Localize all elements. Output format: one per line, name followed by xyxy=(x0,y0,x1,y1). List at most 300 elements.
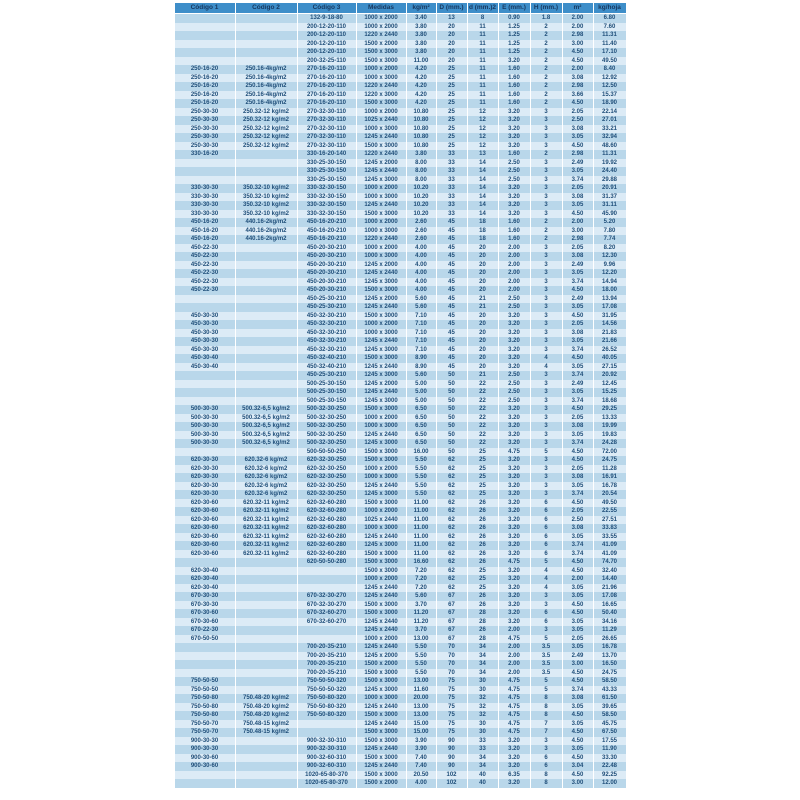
table-cell-kg-m2: 8.00 xyxy=(406,176,436,185)
table-cell-d-minus-mm: 20 xyxy=(467,346,498,355)
table-cell-codigo2: 440.16-2kg/m2 xyxy=(235,227,297,236)
table-cell-m2: 3.08 xyxy=(562,422,593,431)
table-cell-e-mm: 2.00 xyxy=(498,660,530,669)
table-cell-kg-m2: 3.90 xyxy=(406,737,436,746)
table-cell-m2: 3.05 xyxy=(562,720,593,729)
table-row xyxy=(174,23,626,32)
table-cell-m2: 4.50 xyxy=(562,567,593,576)
table-cell-codigo3: 450-32-40-210 xyxy=(297,354,356,363)
table-cell-kg-m2: 10.80 xyxy=(406,133,436,142)
table-cell-codigo1: 670-30-60 xyxy=(174,618,235,627)
table-cell-d-minus-mm: 20 xyxy=(467,252,498,261)
table-cell-e-mm: 3.20 xyxy=(498,116,530,125)
table-cell-h-mm: 3 xyxy=(530,422,562,431)
table-cell-codigo3: 132-9-18-80 xyxy=(297,14,356,23)
table-cell-d-mayus-mm: 50 xyxy=(436,371,467,380)
table-cell-medidas: 1500 x 3000 xyxy=(356,286,406,295)
table-cell-e-mm: 0.90 xyxy=(498,14,530,23)
table-cell-d-minus-mm: 26 xyxy=(467,524,498,533)
table-cell-codigo1: 450-16-20 xyxy=(174,218,235,227)
column-header-medidas: Medidas xyxy=(356,3,406,14)
table-cell-medidas: 1245 x 3000 xyxy=(356,278,406,287)
table-cell-kg-hoja: 12.20 xyxy=(593,269,626,278)
table-cell-d-mayus-mm: 50 xyxy=(436,448,467,457)
table-cell-codigo1: 620-30-60 xyxy=(174,516,235,525)
table-cell-d-mayus-mm: 20 xyxy=(436,40,467,49)
table-row xyxy=(174,720,626,729)
table-cell-e-mm: 4.75 xyxy=(498,703,530,712)
table-cell-kg-m2: 5.50 xyxy=(406,473,436,482)
table-cell-codigo2: 500.32-6,5 kg/m2 xyxy=(235,431,297,440)
table-cell-codigo2 xyxy=(235,320,297,329)
table-cell-m2: 4.50 xyxy=(562,558,593,567)
table-cell-codigo1 xyxy=(174,48,235,57)
table-cell-codigo1 xyxy=(174,176,235,185)
table-cell-codigo2 xyxy=(235,737,297,746)
table-cell-d-mayus-mm: 25 xyxy=(436,108,467,117)
table-cell-e-mm: 3.20 xyxy=(498,516,530,525)
table-row xyxy=(174,482,626,491)
table-row xyxy=(174,371,626,380)
table-cell-codigo2 xyxy=(235,677,297,686)
table-cell-d-minus-mm: 13 xyxy=(467,150,498,159)
table-cell-codigo2 xyxy=(235,397,297,406)
table-cell-kg-hoja: 61.50 xyxy=(593,694,626,703)
table-row xyxy=(174,150,626,159)
table-cell-h-mm: 4 xyxy=(530,567,562,576)
table-cell-codigo2: 750.48-20 kg/m2 xyxy=(235,711,297,720)
table-cell-codigo1: 620-30-60 xyxy=(174,550,235,559)
table-row xyxy=(174,618,626,627)
table-cell-kg-m2: 11.00 xyxy=(406,507,436,516)
table-cell-m2: 3.05 xyxy=(562,618,593,627)
table-cell-d-minus-mm: 20 xyxy=(467,286,498,295)
table-cell-d-minus-mm: 20 xyxy=(467,337,498,346)
table-cell-codigo1: 250-30-30 xyxy=(174,142,235,151)
table-cell-medidas: 1000 x 2000 xyxy=(356,414,406,423)
table-row xyxy=(174,320,626,329)
table-cell-codigo3: 270-32-30-110 xyxy=(297,116,356,125)
table-cell-medidas: 1500 x 3000 xyxy=(356,771,406,780)
table-cell-e-mm: 4.75 xyxy=(498,711,530,720)
table-cell-kg-hoja: 43.33 xyxy=(593,686,626,695)
table-cell-codigo1: 250-30-30 xyxy=(174,133,235,142)
table-cell-d-mayus-mm: 45 xyxy=(436,252,467,261)
table-cell-e-mm: 1.25 xyxy=(498,40,530,49)
table-cell-e-mm: 3.20 xyxy=(498,473,530,482)
table-cell-kg-hoja: 24.40 xyxy=(593,167,626,176)
table-cell-medidas: 1000 x 2000 xyxy=(356,575,406,584)
table-row xyxy=(174,737,626,746)
table-cell-h-mm: 3 xyxy=(530,125,562,134)
table-row xyxy=(174,465,626,474)
table-cell-medidas: 1245 x 2440 xyxy=(356,133,406,142)
table-cell-medidas: 1500 x 3000 xyxy=(356,677,406,686)
table-cell-medidas: 1025 x 2440 xyxy=(356,116,406,125)
table-cell-codigo1 xyxy=(174,652,235,661)
table-cell-codigo2 xyxy=(235,609,297,618)
table-cell-kg-hoja: 92.25 xyxy=(593,771,626,780)
table-row xyxy=(174,269,626,278)
table-cell-d-minus-mm: 14 xyxy=(467,176,498,185)
table-cell-h-mm: 3 xyxy=(530,439,562,448)
table-cell-m2: 3.05 xyxy=(562,643,593,652)
table-cell-kg-m2: 5.50 xyxy=(406,669,436,678)
table-cell-d-minus-mm: 20 xyxy=(467,278,498,287)
table-cell-medidas: 1500 x 3000 xyxy=(356,754,406,763)
table-cell-kg-m2: 16.60 xyxy=(406,558,436,567)
table-cell-medidas: 1245 x 2000 xyxy=(356,261,406,270)
table-cell-d-mayus-mm: 67 xyxy=(436,635,467,644)
table-cell-codigo3: 450-16-20-210 xyxy=(297,218,356,227)
table-cell-codigo3 xyxy=(297,567,356,576)
table-cell-d-minus-mm: 18 xyxy=(467,227,498,236)
table-row xyxy=(174,584,626,593)
table-cell-h-mm: 3 xyxy=(530,278,562,287)
table-cell-kg-hoja: 16.78 xyxy=(593,482,626,491)
table-cell-m2: 3.05 xyxy=(562,167,593,176)
table-cell-e-mm: 3.20 xyxy=(498,363,530,372)
table-cell-kg-hoja: 50.40 xyxy=(593,609,626,618)
table-cell-d-mayus-mm: 33 xyxy=(436,176,467,185)
table-cell-e-mm: 3.20 xyxy=(498,329,530,338)
table-row xyxy=(174,346,626,355)
table-cell-codigo1: 450-30-30 xyxy=(174,312,235,321)
table-cell-d-minus-mm: 20 xyxy=(467,244,498,253)
table-row xyxy=(174,388,626,397)
table-cell-d-minus-mm: 18 xyxy=(467,235,498,244)
table-cell-codigo3: 670-32-60-270 xyxy=(297,609,356,618)
table-cell-kg-m2: 4.20 xyxy=(406,82,436,91)
table-cell-d-mayus-mm: 75 xyxy=(436,694,467,703)
table-cell-kg-hoja: 13.94 xyxy=(593,295,626,304)
table-cell-kg-hoja: 67.50 xyxy=(593,728,626,737)
table-cell-codigo3: 330-25-30-150 xyxy=(297,167,356,176)
table-cell-e-mm: 2.50 xyxy=(498,159,530,168)
table-cell-m2: 3.08 xyxy=(562,329,593,338)
table-row xyxy=(174,176,626,185)
table-cell-d-minus-mm: 22 xyxy=(467,380,498,389)
table-cell-codigo1: 900-30-60 xyxy=(174,754,235,763)
table-cell-codigo1: 750-50-50 xyxy=(174,686,235,695)
table-cell-d-minus-mm: 28 xyxy=(467,618,498,627)
table-cell-h-mm: 2 xyxy=(530,74,562,83)
table-row xyxy=(174,397,626,406)
table-cell-codigo3: 900-32-30-310 xyxy=(297,737,356,746)
table-cell-codigo2 xyxy=(235,771,297,780)
table-cell-h-mm: 1.8 xyxy=(530,14,562,23)
table-cell-medidas: 1500 x 3000 xyxy=(356,448,406,457)
table-cell-kg-m2: 5.00 xyxy=(406,380,436,389)
table-cell-d-mayus-mm: 67 xyxy=(436,609,467,618)
table-cell-codigo3: 750-50-50-320 xyxy=(297,686,356,695)
table-cell-codigo1: 450-30-30 xyxy=(174,320,235,329)
table-cell-codigo2 xyxy=(235,269,297,278)
table-row xyxy=(174,14,626,23)
table-cell-d-minus-mm: 20 xyxy=(467,354,498,363)
table-cell-e-mm: 3.20 xyxy=(498,737,530,746)
table-row xyxy=(174,159,626,168)
table-cell-codigo2 xyxy=(235,626,297,635)
table-cell-kg-m2: 20.50 xyxy=(406,771,436,780)
table-cell-d-mayus-mm: 20 xyxy=(436,23,467,32)
table-cell-kg-m2: 3.90 xyxy=(406,745,436,754)
table-cell-kg-hoja: 48.60 xyxy=(593,142,626,151)
table-cell-codigo3: 450-16-20-210 xyxy=(297,235,356,244)
table-cell-codigo2: 250.16-4kg/m2 xyxy=(235,82,297,91)
table-cell-h-mm: 3 xyxy=(530,133,562,142)
table-cell-medidas: 1245 x 2440 xyxy=(356,533,406,542)
table-cell-codigo1 xyxy=(174,660,235,669)
table-cell-medidas: 1220 x 2440 xyxy=(356,150,406,159)
table-cell-codigo3: 500-50-50-250 xyxy=(297,448,356,457)
table-row xyxy=(174,31,626,40)
table-cell-codigo3: 450-20-30-210 xyxy=(297,286,356,295)
table-cell-m2: 4.50 xyxy=(562,677,593,686)
table-cell-d-mayus-mm: 102 xyxy=(436,779,467,788)
table-cell-m2: 4.50 xyxy=(562,99,593,108)
table-cell-codigo2 xyxy=(235,762,297,771)
table-cell-d-mayus-mm: 75 xyxy=(436,711,467,720)
table-cell-codigo1: 620-30-60 xyxy=(174,541,235,550)
table-cell-kg-m2: 6.50 xyxy=(406,405,436,414)
table-cell-kg-hoja: 49.50 xyxy=(593,57,626,66)
table-cell-d-minus-mm: 22 xyxy=(467,388,498,397)
table-cell-d-mayus-mm: 75 xyxy=(436,686,467,695)
table-cell-h-mm: 2 xyxy=(530,40,562,49)
table-cell-codigo2 xyxy=(235,23,297,32)
table-cell-d-minus-mm: 26 xyxy=(467,601,498,610)
table-row xyxy=(174,711,626,720)
table-cell-kg-m2: 4.20 xyxy=(406,91,436,100)
table-row xyxy=(174,210,626,219)
table-cell-codigo3 xyxy=(297,728,356,737)
table-cell-codigo1: 620-30-30 xyxy=(174,465,235,474)
table-cell-e-mm: 3.20 xyxy=(498,346,530,355)
table-cell-codigo1 xyxy=(174,397,235,406)
table-cell-kg-hoja: 14.40 xyxy=(593,575,626,584)
table-cell-d-mayus-mm: 62 xyxy=(436,456,467,465)
table-cell-codigo2: 250.16-4kg/m2 xyxy=(235,65,297,74)
table-cell-codigo3: 670-32-30-270 xyxy=(297,601,356,610)
table-cell-codigo1: 250-30-30 xyxy=(174,125,235,134)
table-cell-e-mm: 3.20 xyxy=(498,592,530,601)
table-cell-h-mm: 3 xyxy=(530,201,562,210)
table-cell-kg-m2: 7.20 xyxy=(406,567,436,576)
table-row xyxy=(174,227,626,236)
table-cell-codigo1: 250-16-20 xyxy=(174,74,235,83)
table-cell-m2: 4.50 xyxy=(562,286,593,295)
table-cell-kg-m2: 11.20 xyxy=(406,618,436,627)
table-cell-codigo2: 250.16-4kg/m2 xyxy=(235,74,297,83)
table-cell-codigo3: 620-32-30-250 xyxy=(297,465,356,474)
table-cell-e-mm: 3.20 xyxy=(498,320,530,329)
table-row xyxy=(174,303,626,312)
table-cell-medidas: 1000 x 2000 xyxy=(356,320,406,329)
table-cell-medidas: 1245 x 2440 xyxy=(356,584,406,593)
table-cell-h-mm: 3 xyxy=(530,116,562,125)
table-cell-kg-m2: 8.00 xyxy=(406,167,436,176)
table-cell-codigo2 xyxy=(235,779,297,788)
table-cell-codigo3: 900-32-30-310 xyxy=(297,745,356,754)
table-cell-d-minus-mm: 14 xyxy=(467,159,498,168)
table-cell-d-mayus-mm: 62 xyxy=(436,473,467,482)
table-cell-h-mm: 5 xyxy=(530,448,562,457)
table-cell-kg-m2: 6.50 xyxy=(406,414,436,423)
table-cell-e-mm: 3.20 xyxy=(498,550,530,559)
table-cell-m2: 2.98 xyxy=(562,150,593,159)
table-cell-kg-hoja: 33.21 xyxy=(593,125,626,134)
table-cell-codigo1: 620-30-40 xyxy=(174,584,235,593)
table-cell-d-minus-mm: 11 xyxy=(467,91,498,100)
table-cell-codigo1: 750-50-80 xyxy=(174,694,235,703)
table-cell-d-mayus-mm: 33 xyxy=(436,159,467,168)
table-cell-codigo3: 450-25-30-210 xyxy=(297,371,356,380)
table-cell-d-mayus-mm: 50 xyxy=(436,380,467,389)
table-cell-d-mayus-mm: 20 xyxy=(436,57,467,66)
table-cell-codigo3: 450-20-30-210 xyxy=(297,244,356,253)
table-cell-d-minus-mm: 12 xyxy=(467,142,498,151)
table-cell-d-mayus-mm: 62 xyxy=(436,507,467,516)
table-cell-d-mayus-mm: 45 xyxy=(436,329,467,338)
table-cell-e-mm: 4.75 xyxy=(498,635,530,644)
table-cell-h-mm: 3.5 xyxy=(530,643,562,652)
table-cell-kg-m2: 10.80 xyxy=(406,142,436,151)
table-cell-kg-m2: 7.10 xyxy=(406,320,436,329)
table-cell-codigo1: 330-30-30 xyxy=(174,193,235,202)
table-cell-codigo2 xyxy=(235,244,297,253)
table-cell-m2: 3.08 xyxy=(562,694,593,703)
table-cell-kg-hoja: 16.65 xyxy=(593,601,626,610)
table-row xyxy=(174,490,626,499)
table-cell-medidas: 1000 x 3000 xyxy=(356,227,406,236)
table-cell-codigo3: 620-32-60-280 xyxy=(297,516,356,525)
table-cell-d-minus-mm: 12 xyxy=(467,116,498,125)
table-cell-m2: 2.50 xyxy=(562,116,593,125)
table-cell-d-mayus-mm: 50 xyxy=(436,439,467,448)
table-row xyxy=(174,524,626,533)
table-cell-codigo3: 700-20-35-210 xyxy=(297,643,356,652)
table-cell-d-mayus-mm: 62 xyxy=(436,516,467,525)
table-cell-kg-hoja: 11.90 xyxy=(593,745,626,754)
table-cell-d-mayus-mm: 50 xyxy=(436,431,467,440)
table-cell-codigo2: 620.32-11 kg/m2 xyxy=(235,533,297,542)
table-cell-codigo1: 450-22-30 xyxy=(174,269,235,278)
table-cell-kg-hoja: 45.90 xyxy=(593,210,626,219)
table-cell-d-minus-mm: 26 xyxy=(467,550,498,559)
table-row xyxy=(174,779,626,788)
table-cell-e-mm: 1.25 xyxy=(498,23,530,32)
table-cell-m2: 2.00 xyxy=(562,65,593,74)
table-cell-codigo3: 200-12-20-110 xyxy=(297,48,356,57)
table-cell-d-minus-mm: 32 xyxy=(467,703,498,712)
table-cell-codigo2 xyxy=(235,592,297,601)
table-cell-medidas: 1220 x 2440 xyxy=(356,235,406,244)
table-cell-m2: 3.74 xyxy=(562,439,593,448)
table-cell-d-mayus-mm: 33 xyxy=(436,201,467,210)
table-cell-d-minus-mm: 22 xyxy=(467,422,498,431)
table-cell-e-mm: 4.75 xyxy=(498,686,530,695)
table-cell-codigo3: 450-32-30-210 xyxy=(297,312,356,321)
table-cell-codigo3: 620-32-60-280 xyxy=(297,524,356,533)
table-cell-codigo2: 620.32-11 kg/m2 xyxy=(235,550,297,559)
table-cell-codigo2 xyxy=(235,48,297,57)
table-row xyxy=(174,312,626,321)
table-cell-h-mm: 6 xyxy=(530,524,562,533)
table-cell-d-minus-mm: 22 xyxy=(467,439,498,448)
table-cell-medidas: 1000 x 3000 xyxy=(356,694,406,703)
table-cell-codigo2: 250.32-12 kg/m2 xyxy=(235,142,297,151)
table-cell-m2: 4.50 xyxy=(562,142,593,151)
table-cell-e-mm: 1.60 xyxy=(498,65,530,74)
table-cell-codigo1: 450-22-30 xyxy=(174,261,235,270)
table-row xyxy=(174,218,626,227)
table-cell-e-mm: 3.20 xyxy=(498,499,530,508)
table-row xyxy=(174,694,626,703)
table-cell-d-minus-mm: 40 xyxy=(467,779,498,788)
table-cell-medidas: 1000 x 3000 xyxy=(356,125,406,134)
table-cell-codigo1 xyxy=(174,380,235,389)
table-cell-codigo1: 900-30-30 xyxy=(174,745,235,754)
table-cell-codigo2 xyxy=(235,295,297,304)
table-cell-e-mm: 3.20 xyxy=(498,533,530,542)
table-cell-codigo1: 500-30-30 xyxy=(174,431,235,440)
table-cell-medidas: 1025 x 2440 xyxy=(356,516,406,525)
table-cell-h-mm: 2 xyxy=(530,99,562,108)
table-row xyxy=(174,677,626,686)
table-cell-e-mm: 2.50 xyxy=(498,295,530,304)
table-cell-medidas: 1500 x 3000 xyxy=(356,550,406,559)
table-cell-medidas: 1500 x 3000 xyxy=(356,354,406,363)
table-cell-d-mayus-mm: 25 xyxy=(436,91,467,100)
table-cell-d-minus-mm: 21 xyxy=(467,303,498,312)
table-cell-medidas: 1000 x 2000 xyxy=(356,507,406,516)
table-cell-d-minus-mm: 34 xyxy=(467,754,498,763)
table-cell-d-minus-mm: 11 xyxy=(467,23,498,32)
table-cell-codigo3: 200-12-20-110 xyxy=(297,31,356,40)
table-cell-d-minus-mm: 22 xyxy=(467,431,498,440)
table-cell-m2: 2.98 xyxy=(562,82,593,91)
table-cell-d-mayus-mm: 75 xyxy=(436,728,467,737)
table-cell-e-mm: 4.75 xyxy=(498,448,530,457)
column-header-h-mm: H (mm.) xyxy=(530,3,562,14)
table-cell-medidas: 1245 x 3000 xyxy=(356,490,406,499)
table-cell-codigo1 xyxy=(174,40,235,49)
table-cell-e-mm: 2.00 xyxy=(498,278,530,287)
table-cell-codigo3: 620-32-30-250 xyxy=(297,490,356,499)
table-cell-e-mm: 3.20 xyxy=(498,439,530,448)
table-cell-kg-m2: 10.20 xyxy=(406,184,436,193)
table-cell-medidas: 1500 x 3000 xyxy=(356,567,406,576)
table-cell-codigo3: 270-16-20-110 xyxy=(297,65,356,74)
table-cell-h-mm: 2 xyxy=(530,65,562,74)
table-cell-codigo3: 450-20-30-210 xyxy=(297,278,356,287)
table-cell-kg-hoja: 16.78 xyxy=(593,643,626,652)
table-cell-medidas: 1500 x 3000 xyxy=(356,210,406,219)
table-cell-e-mm: 3.20 xyxy=(498,431,530,440)
table-cell-codigo1 xyxy=(174,779,235,788)
table-cell-h-mm: 3 xyxy=(530,261,562,270)
table-cell-kg-m2: 4.00 xyxy=(406,278,436,287)
table-cell-kg-hoja: 24.75 xyxy=(593,456,626,465)
table-cell-codigo3: 670-32-60-270 xyxy=(297,618,356,627)
table-cell-kg-hoja: 22.14 xyxy=(593,108,626,117)
table-cell-codigo3: 450-32-30-210 xyxy=(297,337,356,346)
table-cell-codigo3 xyxy=(297,575,356,584)
table-cell-medidas: 1245 x 2440 xyxy=(356,363,406,372)
table-cell-codigo2 xyxy=(235,618,297,627)
table-cell-codigo3: 270-32-30-110 xyxy=(297,108,356,117)
